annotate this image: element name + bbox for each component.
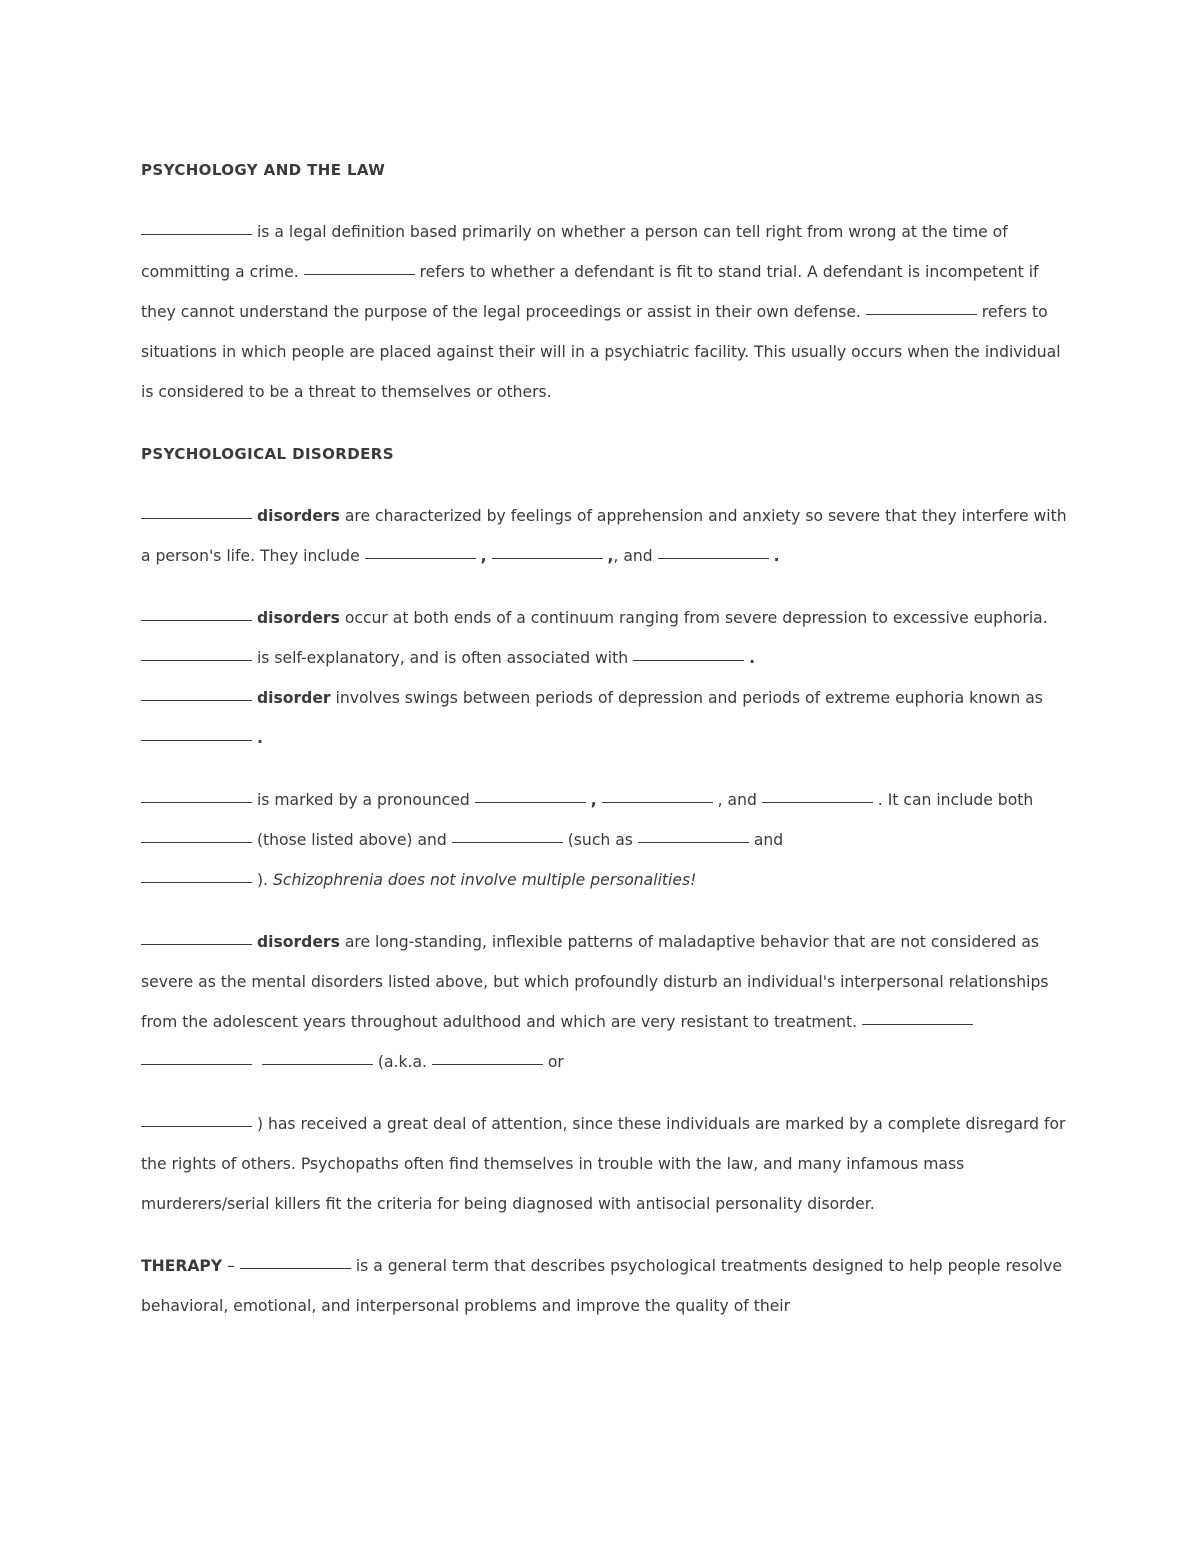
blank-schiz-5[interactable] [452,841,563,843]
therapy-paragraph: THERAPY – is a general term that describes psychological treatments designed to help people resolve behavioral, emotional, and interpersonal problems and improve the quality of their [141,1257,1062,1315]
blank-psychotherapy[interactable] [240,1267,351,1269]
section-heading-therapy: THERAPY [141,1257,223,1275]
law-paragraph: is a legal definition based primarily on whether a person can tell right from wrong at the time of committing a crime. refers to whether a defendant is fit to stand trial. A defendant is incompetent if they cannot understand the purpose of the legal proceedings or assist in their own defense. refers to situations in which people are placed against their will in a psychiatric facility. This usually occurs when the individual is considered to be a threat to themselves or others. [141,223,1061,401]
blank-commitment[interactable] [866,313,977,315]
mood-paragraph: disorders occur at both ends of a continuum ranging from severe depression to excessive euphoria. is self-explanatory, and is often associated with . disorder involves swings between periods of depression and periods of extreme euphoria known as . [141,598,1071,758]
schizophrenia-note: Schizophrenia does not involve multiple personalities! [272,871,697,889]
blank-mood-2[interactable] [633,659,744,661]
antisocial-paragraph: ) has received a great deal of attention, since these individuals are marked by a complete disregard for the rights of others. Psychopaths often find themselves in trouble with the law, and many infamous mass murderers/serial killers fit the criteria for being diagnosed with antisocial personality disorder. [141,1115,1066,1213]
blank-pers-3[interactable] [262,1063,373,1065]
blank-schiz-4[interactable] [141,841,252,843]
blank-pers-1[interactable] [862,1023,973,1025]
section-heading-disorders: PSYCHOLOGICAL DISORDERS [141,445,394,463]
blank-schiz-7[interactable] [141,881,252,883]
blank-pers-2[interactable] [141,1063,252,1065]
blank-insanity[interactable] [141,233,252,235]
blank-schiz-2[interactable] [602,801,713,803]
blank-pers-4[interactable] [432,1063,543,1065]
document-page [141,150,1071,1326]
blank-schiz-3[interactable] [762,801,873,803]
schizophrenia-paragraph: is marked by a pronounced , , and . It can include both (those listed above) and (such as and ). Schizophrenia does not involve multiple personalities! [141,780,1071,900]
blank-antisocial[interactable] [141,1125,252,1127]
blank-anxiety-1[interactable] [365,557,476,559]
blank-mood-1[interactable] [141,659,252,661]
blank-schiz-1[interactable] [475,801,586,803]
blank-mood-type[interactable] [141,619,252,621]
blank-anxiety-2[interactable] [492,557,603,559]
blank-mania[interactable] [141,739,252,741]
blank-personality-type[interactable] [141,943,252,945]
blank-bipolar[interactable] [141,699,252,701]
section-heading-law: PSYCHOLOGY AND THE LAW [141,161,386,179]
blank-anxiety-type[interactable] [141,517,252,519]
personality-paragraph: disorders are long-standing, inflexible patterns of maladaptive behavior that are not considered as severe as the mental disorders listed above, but which profoundly disturb an individual's interpersonal relationships from the adolescent years throughout adulthood and which are very resistant to treatment. (a.k.a. or [141,933,1049,1071]
blank-schizophrenia[interactable] [141,801,252,803]
blank-schiz-6[interactable] [638,841,749,843]
blank-anxiety-3[interactable] [658,557,769,559]
blank-competency[interactable] [304,273,415,275]
anxiety-paragraph: disorders are characterized by feelings of apprehension and anxiety so severe that they interfere with a person's life. They include , ,, and . [141,507,1067,565]
